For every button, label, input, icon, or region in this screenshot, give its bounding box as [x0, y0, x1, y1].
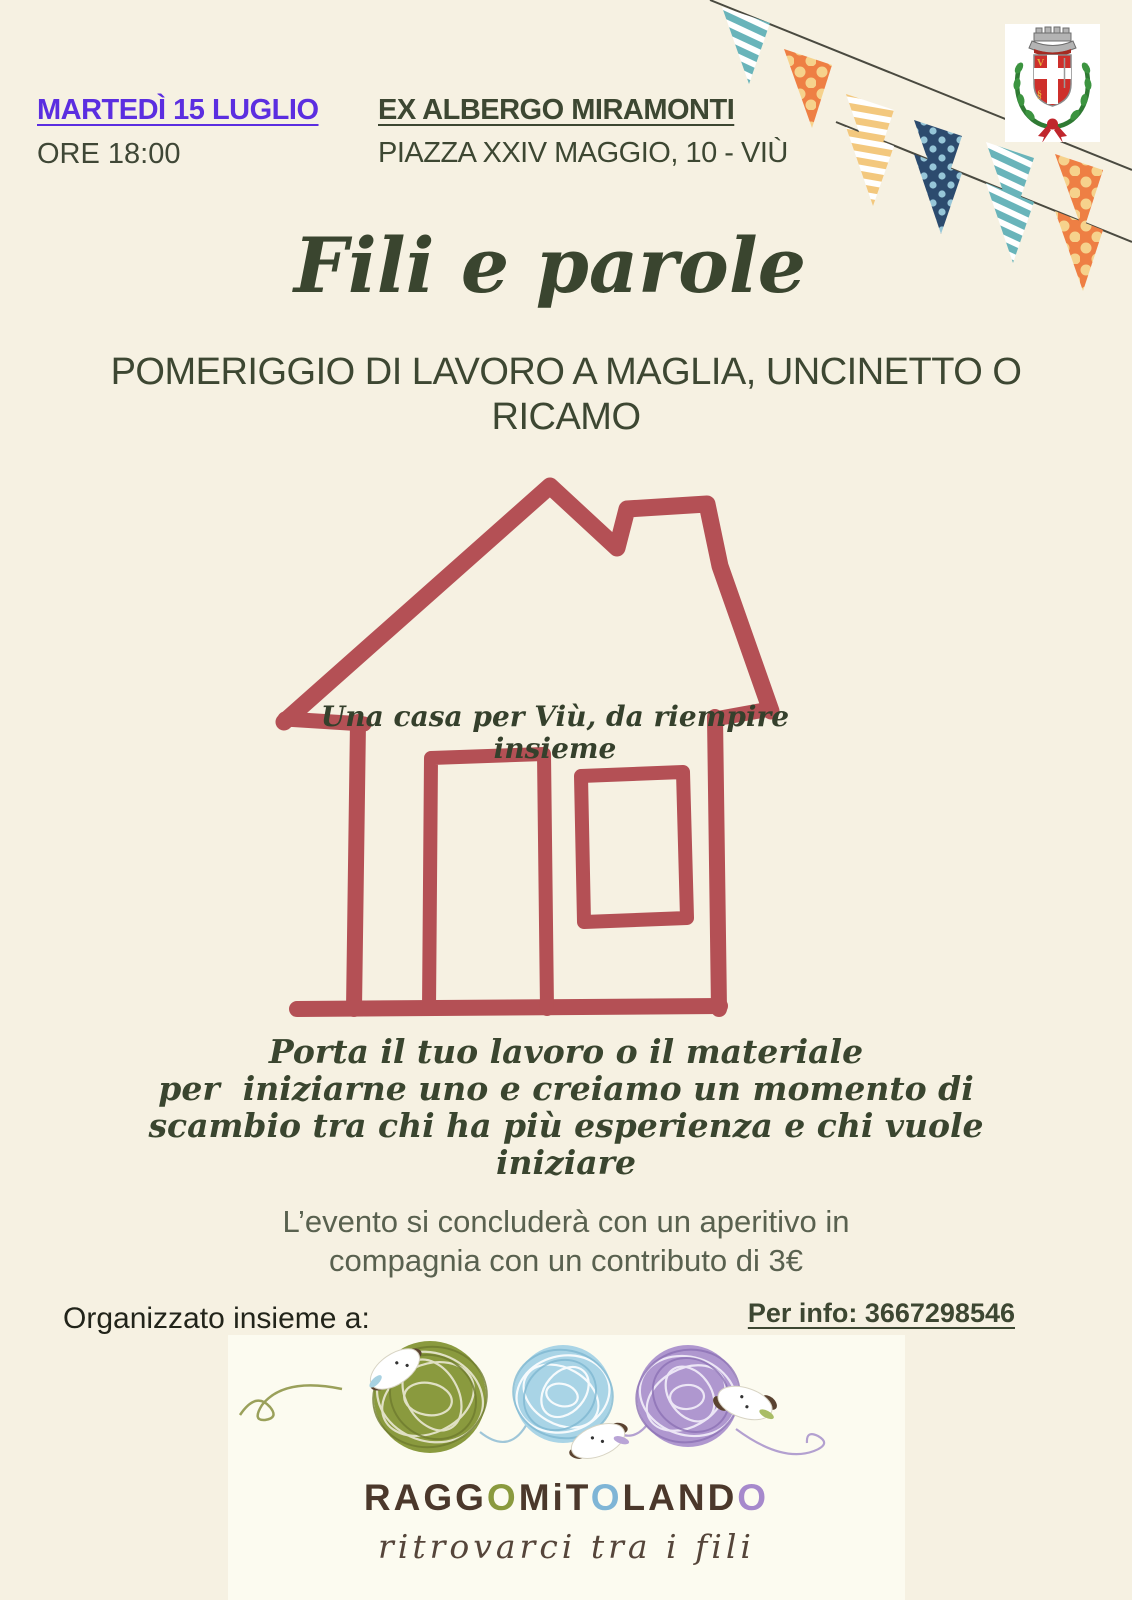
page-title: Fili e parole [293, 221, 807, 310]
subtitle-line-2: RICAMO [491, 395, 641, 438]
svg-text:V: V [1037, 58, 1045, 69]
aperitivo-line-2: compagnia con un contributo di 3€ [329, 1242, 803, 1278]
event-date: MARTEDÌ 15 LUGLIO [37, 94, 319, 126]
invitation-text [0, 1034, 1132, 1182]
invitation-line-3: scambio tra chi ha più esperienza e chi vuole [148, 1105, 984, 1145]
event-datetime-block [37, 94, 319, 171]
green-yarn-ball [364, 1337, 496, 1457]
subtitle-line-1: POMERIGGIO DI LAVORO A MAGLIA, UNCINETTO O [110, 351, 1022, 393]
svg-text:§: § [1037, 90, 1042, 101]
aperitivo-note [0, 1203, 1132, 1281]
aperitivo-line-1: L’evento si concluderà con un aperitivo in [282, 1204, 850, 1239]
event-subtitle [0, 350, 1132, 440]
yarn-sheep-icon [228, 1337, 905, 1477]
event-time: ORE 18:00 [37, 138, 181, 170]
invitation-line-1: Porta il tuo lavoro o il materiale [268, 1032, 864, 1071]
organized-by-label: Organizzato insieme a: [63, 1302, 370, 1335]
invitation-line-2: per iniziarne uno e creiamo un momento di [158, 1068, 974, 1108]
raggomitolando-logo [228, 1335, 905, 1600]
house-caption [0, 701, 1110, 765]
house-caption-line-2: insieme [493, 732, 617, 766]
logo-wordmark: RAGGOMiTOLANDO [363, 1477, 770, 1518]
event-address: PIAZZA XXIV MAGGIO, 10 - VIÙ [378, 137, 788, 169]
viu-coat-of-arms-icon [1005, 24, 1100, 142]
logo-tagline: ritrovarci tra i fili [378, 1527, 755, 1566]
contact-phone: Per info: 3667298546 [747, 1298, 1015, 1328]
event-location-block [378, 94, 788, 170]
invitation-line-4: iniziare [495, 1142, 637, 1182]
house-caption-line-1: Una casa per Viù, da riempire [320, 700, 790, 733]
event-venue: EX ALBERGO MIRAMONTI [378, 94, 735, 126]
